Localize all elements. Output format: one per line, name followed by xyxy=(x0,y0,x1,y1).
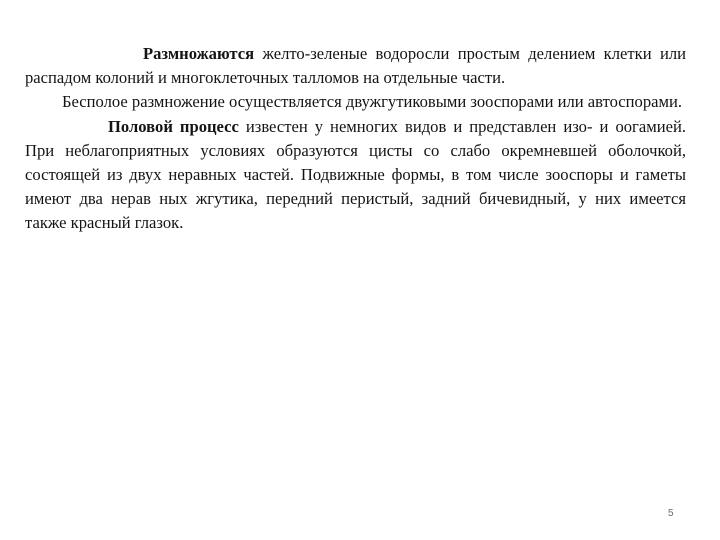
paragraph-asexual-reproduction xyxy=(25,90,686,114)
term-reproduction: Размножаются xyxy=(143,44,255,63)
term-sexual-process: Половой процесс xyxy=(108,116,239,136)
paragraph-text: Бесполое размножение осуществляется двужгутиковыми зооспорами или автоспорами. xyxy=(62,92,683,112)
paragraph-reproduction xyxy=(25,42,686,90)
body-text xyxy=(25,42,686,236)
page-number: 5 xyxy=(668,508,674,519)
paragraph-text: известен у немногих видов и представлен изо- и оогамией. При неблагоприятных условиях образуются цисты со слабо окремневшей оболочкой, состоящей из двух неравных частей. Подвижные формы, в том числе зооспоры и гаметы имеют два нерав ных жгутика, передний перистый, задний бичевидный, у них имеется также красный глазок. xyxy=(25,116,686,233)
paragraph-sexual-process xyxy=(25,115,686,236)
paragraph-text: желто-зеленые водоросли простым делением клетки или распадом колоний и многоклеточных талломов на отдельные части. xyxy=(25,44,686,88)
